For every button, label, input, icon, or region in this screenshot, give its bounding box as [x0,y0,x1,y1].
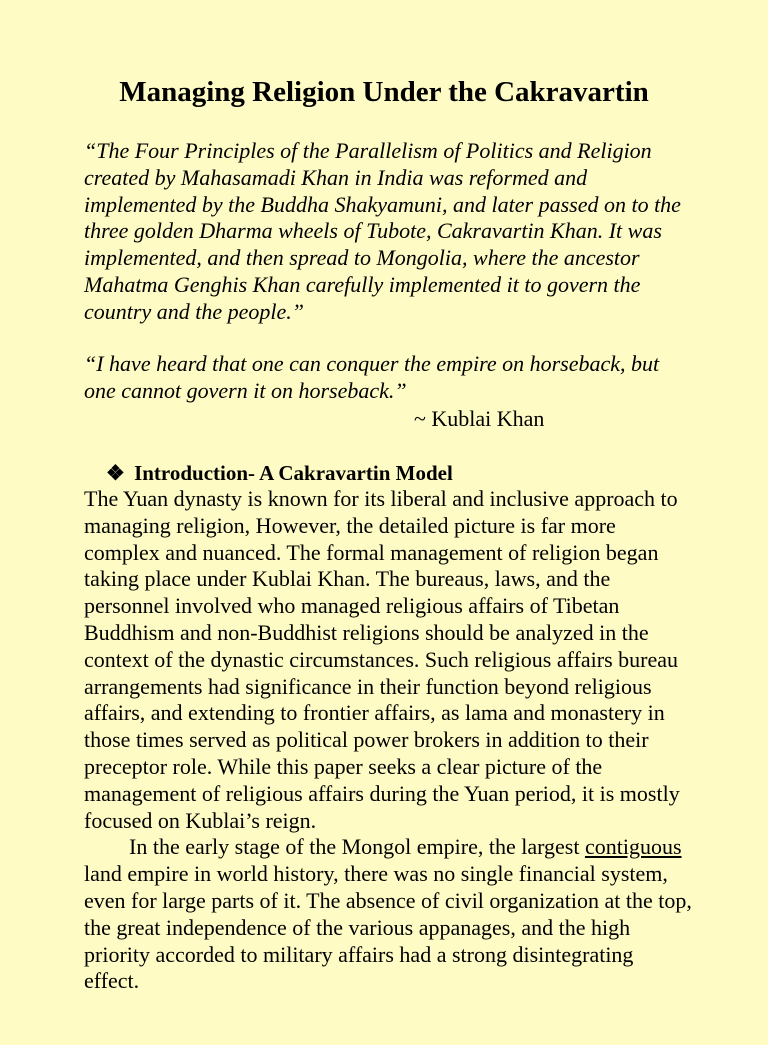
body-text [84,486,694,995]
paragraph-mongol-empire [84,834,694,995]
section-heading-text: Introduction- A Cakravartin Model [134,461,453,485]
epigraph-quote-principles: “The Four Principles of the Parallelism of Politics and Religion created by Mahasamadi Khan in India was reformed and implemented by the Buddha Shakyamuni, and later passed on to the three golden Dharma wheels of Tubote, Cakravartin Khan. It was implemented, and then spread to Mongolia, where the ancestor Mahatma Genghis Khan carefully implemented it to govern the country and the people.” [84,138,681,324]
paragraph-introduction: The Yuan dynasty is known for its liberal and inclusive approach to managing religion, However, the detailed picture is far more complex and nuanced. The formal management of religion began taking place under Kublai Khan. The bureaus, laws, and the personnel involved who managed religious affairs of Tibetan Buddhism and non-Buddhist religions should be analyzed in the context of the dynastic circumstances. Such religious affairs bureau arrangements had significance in their function beyond religious affairs, and extending to frontier affairs, as lama and monastery in those times served as political power brokers in addition to their preceptor role. While this paper seeks a clear picture of the management of religious affairs during the Yuan period, it is mostly focused on Kublai’s reign. [84,486,680,833]
paragraph-mongol-empire-rest: land empire in world history, there was no single financial system, even for large parts of it. The absence of civil organization at the top, the great independence of the various appanages, and the high priority accorded to military affairs had a strong disintegrating effect. [84,861,692,994]
quote-attribution: ~ Kublai Khan [414,406,545,431]
underlined-word: contiguous [584,834,682,860]
section-heading [106,460,453,487]
page-title: Managing Religion Under the Cakravartin [119,76,649,108]
paragraph-mongol-empire-start: In the early stage of the Mongol empire, the largest [129,834,580,860]
diamond-bullet-icon: ❖ [106,461,125,485]
epigraph-quote-horseback: “I have heard that one can conquer the empire on horseback, but one cannot govern it on horseback.” [84,351,660,403]
